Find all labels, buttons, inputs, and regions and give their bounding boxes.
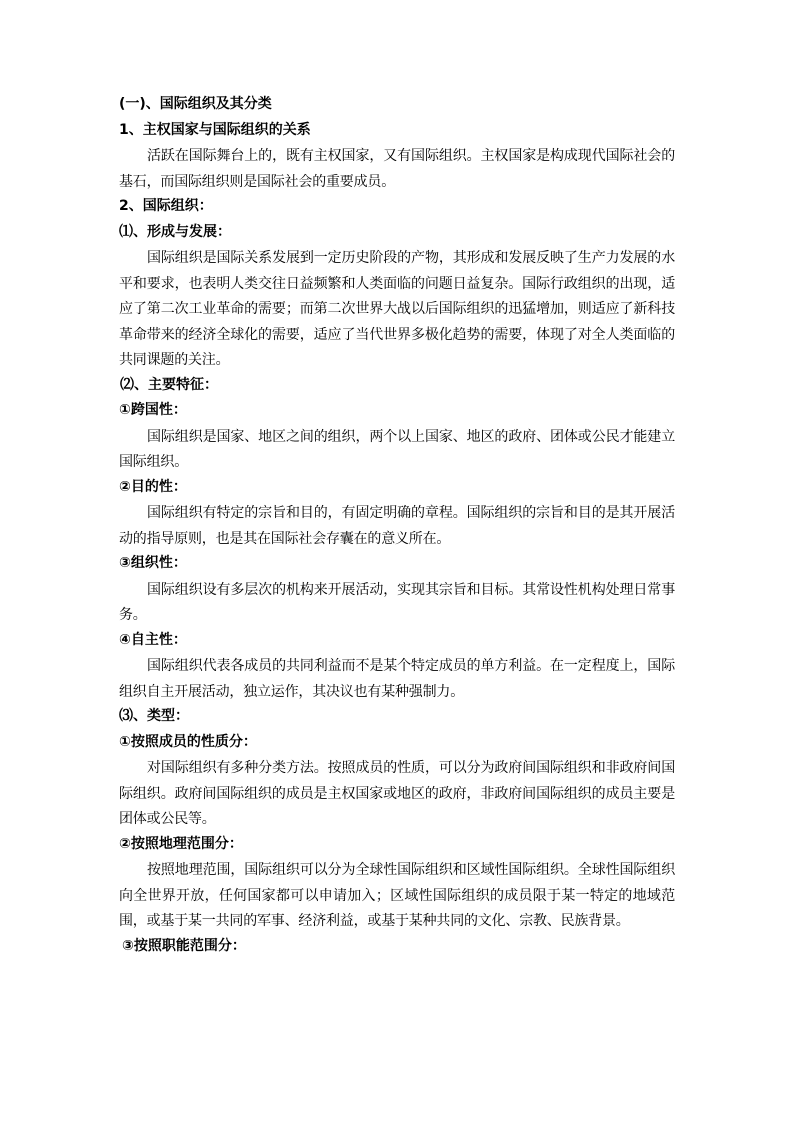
document-body	[119, 93, 675, 960]
paragraph: 国际组织代表各成员的共同利益而不是某个特定成员的单方利益。在一定程度上，国际组织自主开展活动，独立运作，其决议也有某种强制力。	[119, 658, 675, 700]
paragraph: 活跃在国际舞台上的，既有主权国家，又有国际组织。主权国家是构成现代国际社会的基石，而国际组织则是国际社会的重要成员。	[119, 148, 675, 190]
subsection-heading: ⑶、类型：	[119, 708, 189, 724]
subsection-heading: 1、主权国家与国际组织的关系	[119, 121, 311, 138]
item-heading: ③组织性：	[119, 555, 187, 571]
item-heading: ②目的性：	[119, 478, 187, 495]
item-heading: ③按照职能范围分：	[122, 937, 246, 954]
section-heading: (一)、国际组织及其分类	[119, 96, 272, 112]
paragraph: 国际组织设有多层次的机构来开展活动，实现其宗旨和目标。其常设性机构处理日常事务。	[119, 581, 675, 623]
paragraph: 对国际组织有多种分类方法。按照成员的性质，可以分为政府间国际组织和非政府间国际组织。政府间国际组织的成员是主权国家或地区的政府，非政府间国际组织的成员主要是团体或公民等。	[119, 760, 675, 827]
item-heading: ①跨国性：	[119, 402, 187, 418]
subsection-heading: ⑵、主要特征：	[120, 376, 218, 393]
item-heading: ②按照地理范围分：	[119, 835, 243, 852]
paragraph: 国际组织是国际关系发展到一定历史阶段的产物，其形成和发展反映了生产力发展的水平和要求，也表明人类交往日益频繁和人类面临的问题日益复杂。国际行政组织的出现，适应了第二次工业革命的需要；而第二次世界大战以后国际组织的迅猛增加，则适应了新科技革命带来的经济全球化的需要，适应了当代世界多极化趋势的需要，体现了对全人类面临的共同课题的关注。	[119, 250, 675, 368]
paragraph: 国际组织有特定的宗旨和目的，有固定明确的章程。国际组织的宗旨和目的是其开展活动的指导原则，也是其在国际社会存囊在的意义所在。	[119, 505, 675, 547]
subsection-heading: ⑴、形成与发展：	[119, 223, 231, 240]
item-heading: ④自主性：	[119, 631, 187, 648]
paragraph: 国际组织是国家、地区之间的组织，两个以上国家、地区的政府、团体或公民才能建立国际组织。	[119, 428, 675, 470]
subsection-heading: 2、国际组织：	[119, 198, 213, 214]
item-heading: ①按照成员的性质分：	[119, 733, 257, 750]
paragraph: 按照地理范围，国际组织可以分为全球性国际组织和区域性国际组织。全球性国际组织向全世界开放，任何国家都可以申请加入；区域性国际组织的成员限于某一特定的地域范围，或基于某一共同的军事、经济利益，或基于某种共同的文化、宗教、民族背景。	[119, 862, 675, 929]
